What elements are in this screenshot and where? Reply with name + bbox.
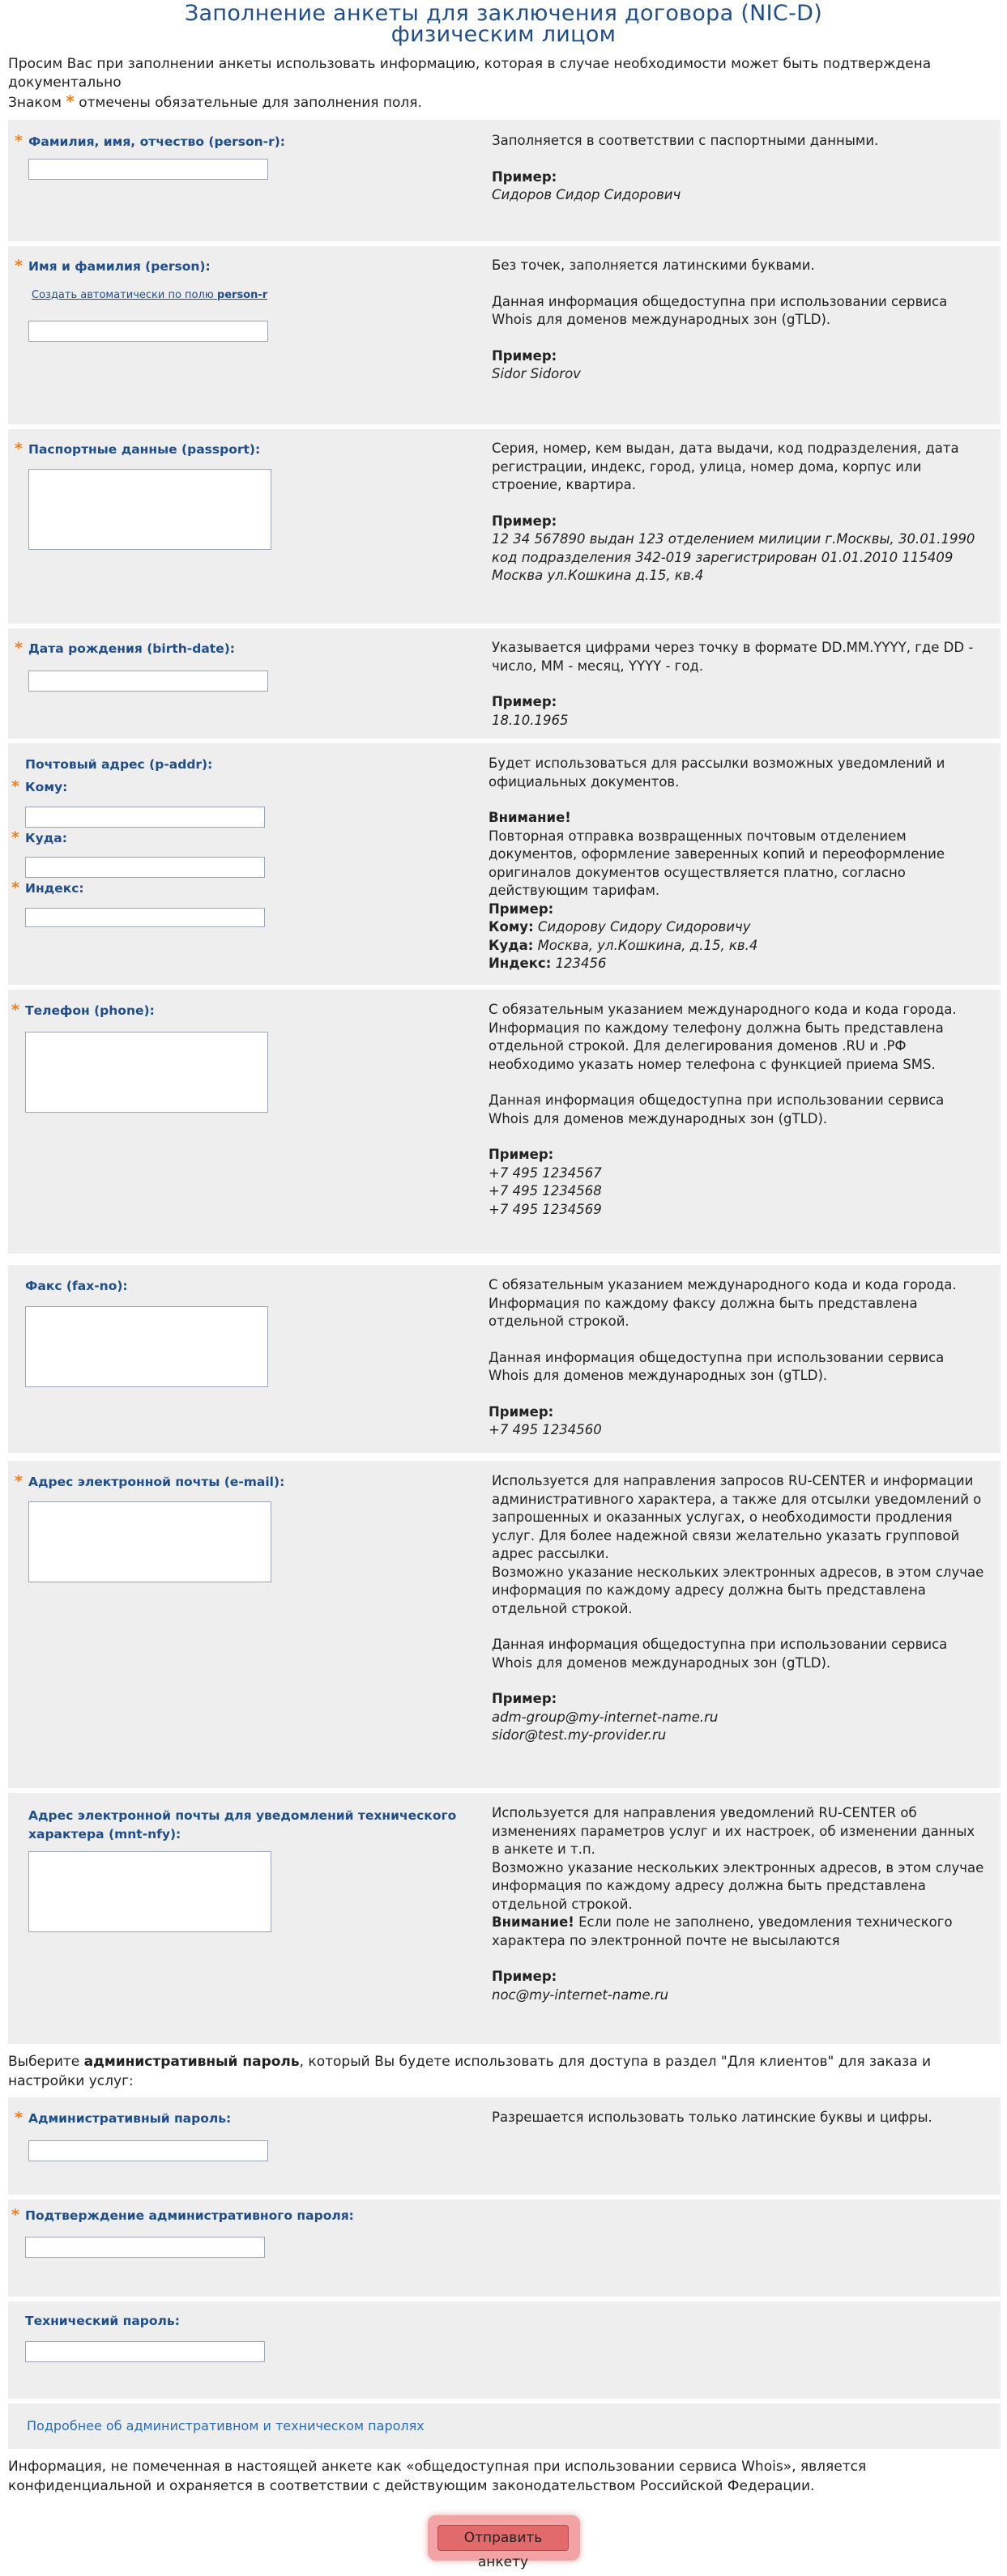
hint-email bbox=[492, 1472, 986, 1745]
hint-mnt-nfy-text2: Возможно указание нескольких электронных адресов, в этом случае информация по каждому адресу должна быть представлена отдельной строкой. bbox=[492, 1859, 984, 1912]
row-more-info bbox=[8, 2404, 1001, 2449]
example-email-line1: adm-group@my-internet-name.ru bbox=[492, 1709, 719, 1725]
intro-text: Просим Вас при заполнении анкеты использовать информацию, которая в случае необходимости может быть подтверждена документально bbox=[8, 56, 932, 91]
example-email-line2: sidor@test.my-provider.ru bbox=[492, 1727, 667, 1743]
fax-textarea[interactable] bbox=[25, 1306, 268, 1387]
hint-fax bbox=[489, 1276, 983, 1440]
row-phone bbox=[8, 990, 1001, 1254]
label-p-addr: Почтовый адрес (p-addr): bbox=[25, 757, 213, 772]
example-passport-line2: код подразделения 342-019 зарегистрирован 01.01.2010 115409 bbox=[492, 549, 954, 565]
hint-email-text1: Используется для направления запросов RU-CENTER и информации административного характера, а также для отсылки уведомлений о запрошенных и оказанных услугах, о необходимости продления услуг. Для более надежной связи желательно указать групповой адрес рассылки. bbox=[492, 1473, 982, 1561]
hint-phone-text1: С обязательным указанием международного кода и кода города. Информация по каждому телефону должна быть представлена отдельной строкой. Для делегирования доменов .RU и .РФ необходимо указать номер телефона с функцией приема SMS. bbox=[489, 1002, 957, 1072]
label-confirm-password-text: Подтверждение административного пароля: bbox=[25, 2208, 354, 2223]
example-phone-line3: +7 495 1234569 bbox=[489, 1201, 602, 1217]
example-p-addr-where-label: Куда: bbox=[489, 937, 534, 953]
hint-p-addr bbox=[489, 755, 983, 973]
hint-person-r-text: Заполняется в соответствии с паспортными данными. bbox=[492, 133, 879, 148]
example-title: Пример: bbox=[492, 694, 557, 709]
example-passport-line1: 12 34 567890 выдан 123 отделением милиции г.Москвы, 30.01.1990 bbox=[492, 531, 975, 547]
required-star-icon: * bbox=[11, 2206, 19, 2224]
example-phone-line1: +7 495 1234567 bbox=[489, 1165, 602, 1181]
hint-mnt-nfy bbox=[492, 1804, 986, 2004]
mnt-nfy-textarea[interactable] bbox=[28, 1851, 271, 1932]
label-p-addr-to bbox=[11, 777, 68, 795]
row-person-r bbox=[8, 120, 1001, 241]
row-birth-date bbox=[8, 628, 1001, 739]
intro bbox=[0, 45, 1007, 113]
label-mnt-nfy-line1: Адрес электронной почты для уведомлений технического bbox=[28, 1808, 457, 1823]
label-email bbox=[15, 1472, 285, 1490]
password-intro-suffix: , который Вы будете использовать для доступа в раздел "Для клиентов" для заказа и настройки услуг: bbox=[8, 2054, 932, 2089]
label-p-addr-index-text: Индекс: bbox=[25, 881, 84, 896]
auto-fill-person-field[interactable]: person-r bbox=[216, 289, 268, 301]
example-mnt-nfy: noc@my-internet-name.ru bbox=[492, 1986, 669, 2003]
password-intro-prefix: Выберите bbox=[8, 2054, 80, 2070]
hint-phone-text2: Данная информация общедоступна при использовании сервиса Whois для доменов международных зон (gTLD). bbox=[489, 1092, 945, 1126]
required-star-icon: * bbox=[15, 2109, 23, 2127]
row-mnt-nfy bbox=[8, 1793, 1001, 2044]
hint-email-text3: Данная информация общедоступна при использовании сервиса Whois для доменов международных зон (gTLD). bbox=[492, 1637, 948, 1671]
label-p-addr-to-text: Кому: bbox=[25, 780, 68, 794]
p-addr-to-input[interactable] bbox=[25, 807, 265, 828]
row-email bbox=[8, 1461, 1001, 1788]
hint-phone bbox=[489, 1001, 983, 1219]
submit-button-highlight bbox=[428, 2515, 580, 2570]
label-person-text: Имя и фамилия (person): bbox=[28, 259, 211, 274]
example-p-addr-where bbox=[489, 937, 983, 956]
hint-admin-password: Разрешается использовать только латинские буквы и цифры. bbox=[492, 2110, 932, 2125]
hint-fax-text1: С обязательным указанием международного кода и кода города. Информация по каждому факсу должна быть представлена отдельной строкой. bbox=[489, 1277, 957, 1329]
confidentiality-note: Информация, не помеченная в настоящей анкете как «общедоступная при использовании сервиса Whois», является конфиденциальной и охраняется в соответствии с действующим законодательством Российской Федерации. bbox=[8, 2459, 867, 2494]
email-textarea[interactable] bbox=[28, 1501, 271, 1582]
label-mnt-nfy bbox=[28, 1807, 456, 1844]
example-person-r: Сидоров Сидор Сидорович bbox=[492, 187, 681, 202]
passwords-info-link[interactable]: Подробнее об административном и техническом паролях bbox=[27, 2418, 425, 2433]
hint-fax-text2: Данная информация общедоступна при использовании сервиса Whois для доменов международных зон (gTLD). bbox=[489, 1349, 945, 1383]
password-intro-bold: административный пароль bbox=[83, 2054, 300, 2070]
hint-birth-date bbox=[492, 639, 986, 730]
row-fax bbox=[8, 1265, 1001, 1453]
p-addr-index-input[interactable] bbox=[25, 908, 265, 927]
hint-person bbox=[492, 257, 986, 384]
required-star-icon: * bbox=[15, 1472, 23, 1490]
person-r-input[interactable] bbox=[28, 159, 268, 180]
label-p-addr-where bbox=[11, 828, 67, 846]
birth-date-input[interactable] bbox=[28, 671, 268, 692]
example-title: Пример: bbox=[492, 1969, 557, 1984]
required-star-icon: * bbox=[15, 639, 23, 657]
password-intro bbox=[8, 2052, 992, 2091]
row-person bbox=[8, 246, 1001, 424]
required-star-icon: * bbox=[11, 1001, 19, 1019]
label-person bbox=[15, 257, 211, 275]
hint-person-text1: Без точек, заполняется латинскими буквами. bbox=[492, 258, 815, 273]
example-title: Пример: bbox=[489, 1147, 554, 1162]
required-note-prefix: Знаком bbox=[8, 95, 62, 111]
required-star-icon: * bbox=[66, 92, 75, 111]
label-tech-password: Технический пароль: bbox=[25, 2314, 180, 2328]
required-star-icon: * bbox=[11, 879, 19, 896]
required-star-icon: * bbox=[11, 828, 19, 846]
admin-password-input[interactable] bbox=[28, 2140, 268, 2161]
row-confirm-password bbox=[8, 2199, 1001, 2297]
example-p-addr-where-value: Москва, ул.Кошкина, д.15, кв.4 bbox=[537, 937, 758, 953]
label-phone bbox=[11, 1001, 155, 1019]
attention-title: Внимание! bbox=[492, 1914, 574, 1930]
page-title-line1: Заполнение анкеты для заключения договора (NIC-D) bbox=[184, 1, 823, 26]
required-note-suffix: отмечены обязательные для заполнения поля. bbox=[79, 95, 422, 111]
hint-person-r bbox=[492, 132, 986, 205]
example-passport-line3: Москва ул.Кошкина д.15, кв.4 bbox=[492, 568, 704, 583]
row-admin-password bbox=[8, 2097, 1001, 2195]
page-title bbox=[0, 0, 1007, 45]
attention-mnt-nfy bbox=[492, 1914, 986, 1950]
hint-mnt-nfy-text1: Используется для направления уведомлений RU-CENTER об изменениях параметров услуг и их настроек, об изменении данных в анкете и т.п. bbox=[492, 1805, 975, 1857]
row-passport bbox=[8, 429, 1001, 624]
example-p-addr-to-value: Сидорову Сидору Сидоровичу bbox=[537, 919, 751, 935]
row-tech-password bbox=[8, 2301, 1001, 2399]
example-p-addr-to-label: Кому: bbox=[489, 919, 534, 935]
hint-p-addr-text: Будет использоваться для рассылки возможных уведомлений и официальных документов. bbox=[489, 756, 945, 790]
auto-fill-person-link-text[interactable]: Создать автоматически по полю bbox=[32, 289, 214, 301]
label-email-text: Адрес электронной почты (e-mail): bbox=[28, 1475, 285, 1489]
required-star-icon: * bbox=[15, 440, 23, 458]
label-p-addr-index bbox=[11, 879, 84, 896]
example-birth-date: 18.10.1965 bbox=[492, 712, 569, 728]
label-birth-date-text: Дата рождения (birth-date): bbox=[28, 641, 235, 656]
example-p-addr-to bbox=[489, 918, 983, 937]
hint-passport-text: Серия, номер, кем выдан, дата выдачи, код подразделения, дата регистрации, индекс, город, улица, номер дома, корпус или строение, квартира. bbox=[492, 441, 959, 492]
label-admin-password-text: Административный пароль: bbox=[28, 2111, 232, 2126]
example-title: Пример: bbox=[492, 513, 557, 529]
hint-birth-date-text: Указывается цифрами через точку в формате DD.MM.YYYY, где DD - число, MM - месяц, YYYY - год. bbox=[492, 640, 974, 674]
example-fax: +7 495 1234560 bbox=[489, 1422, 602, 1437]
label-phone-text: Телефон (phone): bbox=[25, 1003, 155, 1018]
example-title: Пример: bbox=[492, 168, 557, 185]
phone-textarea[interactable] bbox=[25, 1032, 268, 1113]
label-mnt-nfy-line2: характера (mnt-nfy): bbox=[28, 1827, 181, 1842]
hint-person-text2: Данная информация общедоступна при использовании сервиса Whois для доменов международных зон (gTLD). bbox=[492, 293, 948, 327]
label-admin-password bbox=[15, 2109, 232, 2127]
label-p-addr-where-text: Куда: bbox=[25, 831, 67, 845]
label-confirm-password bbox=[11, 2206, 354, 2224]
hint-email-text2: Возможно указание нескольких электронных адресов, в этом случае информация по каждому адресу должна быть представлена отдельной строкой. bbox=[492, 1564, 984, 1616]
required-star-icon: * bbox=[15, 132, 23, 150]
required-note bbox=[8, 92, 999, 113]
example-title: Пример: bbox=[489, 901, 554, 917]
confirm-password-input[interactable] bbox=[25, 2237, 265, 2258]
submit-button[interactable]: Отправить анкету bbox=[437, 2525, 569, 2551]
label-person-r-text: Фамилия, имя, отчество (person-r): bbox=[28, 134, 285, 149]
example-title: Пример: bbox=[492, 347, 557, 364]
label-person-r bbox=[15, 132, 285, 150]
attention-title: Внимание! bbox=[489, 810, 571, 825]
tech-password-input[interactable] bbox=[25, 2341, 265, 2362]
label-passport-text: Паспортные данные (passport): bbox=[28, 442, 261, 457]
label-passport bbox=[15, 440, 261, 458]
passport-textarea[interactable] bbox=[28, 469, 271, 550]
example-phone-line2: +7 495 1234568 bbox=[489, 1183, 602, 1199]
example-p-addr-index bbox=[489, 955, 983, 973]
required-star-icon: * bbox=[15, 257, 23, 275]
attention-mnt-nfy-text: Если поле не заполнено, уведомления технического характера по электронной почте не высылаются bbox=[492, 1914, 953, 1948]
required-star-icon: * bbox=[11, 777, 19, 795]
example-title: Пример: bbox=[492, 1691, 557, 1706]
example-p-addr-index-value: 123456 bbox=[555, 956, 607, 971]
example-p-addr-index-label: Индекс: bbox=[489, 956, 552, 971]
person-input[interactable] bbox=[28, 321, 268, 342]
example-person: Sidor Sidorov bbox=[492, 366, 581, 381]
auto-fill-person-link[interactable] bbox=[32, 289, 267, 301]
page-title-line2: физическим лицом bbox=[390, 22, 617, 47]
label-fax: Факс (fax-no): bbox=[25, 1279, 128, 1293]
example-title: Пример: bbox=[489, 1403, 554, 1420]
hint-passport bbox=[492, 440, 986, 585]
attention-p-addr: Повторная отправка возвращенных почтовым отделением документов, оформление заверенных копий и переоформление оригиналов документов осуществляется платно, согласно действующим тарифам. bbox=[489, 828, 945, 898]
label-birth-date bbox=[15, 639, 235, 657]
row-p-addr bbox=[8, 743, 1001, 985]
p-addr-where-input[interactable] bbox=[25, 857, 265, 878]
